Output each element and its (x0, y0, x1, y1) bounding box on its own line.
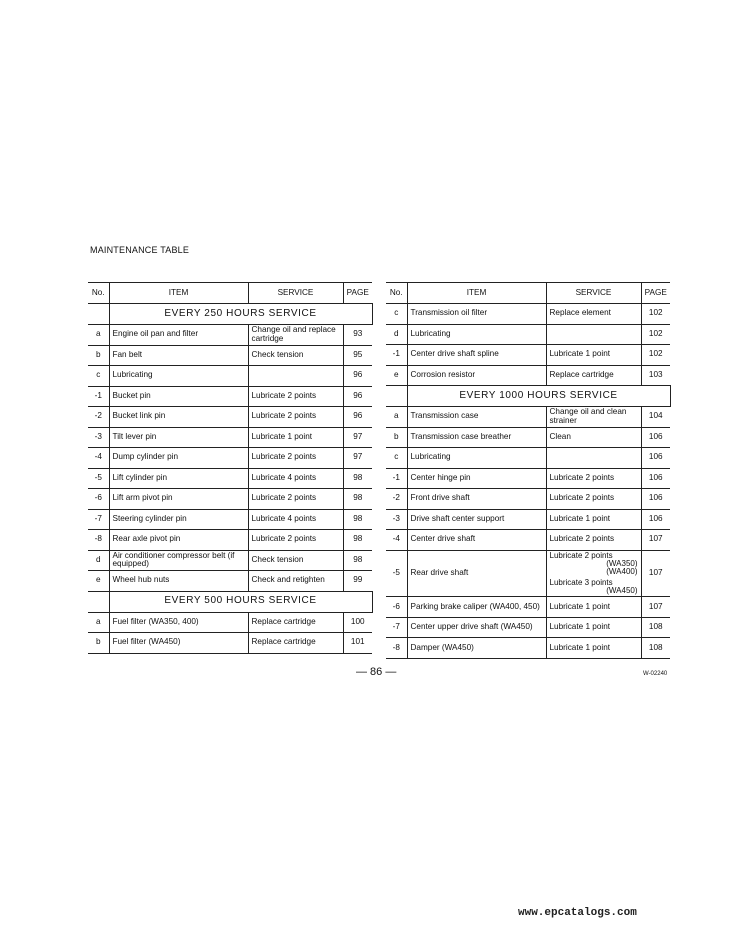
row-service: Lubricate 1 point (546, 617, 641, 638)
row-item: Lift arm pivot pin (109, 489, 248, 510)
table-row (386, 448, 670, 469)
service-lubricate-2: Lubricate 2 points (549, 550, 613, 560)
row-item: Lift cylinder pin (109, 468, 248, 489)
table-row (386, 345, 670, 366)
table-row (386, 597, 670, 618)
rear-drive-service-split (547, 551, 641, 597)
row-page: 108 (641, 638, 670, 659)
row-no: b (88, 345, 109, 366)
row-page: 108 (641, 617, 670, 638)
row-no: -3 (88, 427, 109, 448)
row-no: -3 (386, 509, 407, 530)
table-row (88, 633, 372, 654)
row-service: Lubricate 2 points (248, 530, 343, 551)
table-row (386, 407, 670, 428)
header-page: PAGE (343, 283, 372, 304)
row-item: Transmission oil filter (407, 304, 546, 325)
row-no: c (88, 366, 109, 387)
row-no: d (386, 324, 407, 345)
table-row (386, 489, 670, 510)
row-item: Front drive shaft (407, 489, 546, 510)
row-service: Lubricate 2 points (248, 386, 343, 407)
row-item: Fan belt (109, 345, 248, 366)
row-no: -4 (88, 448, 109, 469)
row-service: Replace cartridge (248, 612, 343, 633)
row-page: 98 (343, 489, 372, 510)
row-no: -2 (386, 489, 407, 510)
row-service: Clean (546, 427, 641, 448)
row-item: Damper (WA450) (407, 638, 546, 659)
row-page: 102 (641, 324, 670, 345)
header-service: SERVICE (248, 283, 343, 304)
row-page: 106 (641, 448, 670, 469)
table-row (386, 530, 670, 551)
row-service: Lubricate 1 point (546, 638, 641, 659)
row-no: b (386, 427, 407, 448)
row-no: -8 (386, 638, 407, 659)
row-no: c (386, 304, 407, 325)
table-row (88, 386, 372, 407)
row-item: Transmission case breather (407, 427, 546, 448)
row-no: a (88, 612, 109, 633)
row-no: a (88, 325, 109, 346)
row-item: Center upper drive shaft (WA450) (407, 617, 546, 638)
header-page: PAGE (641, 283, 670, 304)
row-item: Engine oil pan and filter (109, 325, 248, 346)
row-no: -6 (386, 597, 407, 618)
section-row-500 (88, 591, 372, 612)
row-page: 98 (343, 530, 372, 551)
section-row-250 (88, 304, 372, 325)
row-page: 106 (641, 468, 670, 489)
model-wa400: (WA400) (606, 567, 638, 577)
row-item: Fuel filter (WA450) (109, 633, 248, 654)
row-item: Rear axle pivot pin (109, 530, 248, 551)
table-row (386, 365, 670, 386)
row-page: 98 (343, 468, 372, 489)
row-service: Lubricate 2 points (248, 448, 343, 469)
row-item: Center drive shaft spline (407, 345, 546, 366)
row-page: 107 (641, 597, 670, 618)
row-no: e (88, 571, 109, 592)
row-page: 102 (641, 345, 670, 366)
row-no: -7 (386, 617, 407, 638)
row-no: -5 (386, 550, 407, 597)
row-no: b (88, 633, 109, 654)
table-row (88, 366, 372, 387)
row-item: Bucket link pin (109, 407, 248, 428)
row-item: Lubricating (109, 366, 248, 387)
table-row (88, 530, 372, 551)
row-service (546, 550, 641, 597)
section-title-500: EVERY 500 HOURS SERVICE (109, 591, 372, 612)
table-row (386, 324, 670, 345)
row-service: Lubricate 1 point (248, 427, 343, 448)
table-row (88, 325, 372, 346)
section-title-250: EVERY 250 HOURS SERVICE (109, 304, 372, 325)
page-number: — 86 — (356, 666, 397, 678)
table-row (386, 617, 670, 638)
row-no: e (386, 365, 407, 386)
row-page: 101 (343, 633, 372, 654)
row-page: 96 (343, 407, 372, 428)
row-page: 97 (343, 448, 372, 469)
model-wa350: (WA350) (606, 558, 638, 568)
row-item: Drive shaft center support (407, 509, 546, 530)
row-service: Check tension (248, 345, 343, 366)
row-service: Lubricate 1 point (546, 509, 641, 530)
model-wa450: (WA450) (606, 586, 638, 596)
table-row (88, 509, 372, 530)
row-page: 106 (641, 489, 670, 510)
row-service: Replace element (546, 304, 641, 325)
row-page: 106 (641, 427, 670, 448)
row-page: 102 (641, 304, 670, 325)
row-item: Center hinge pin (407, 468, 546, 489)
header-no: No. (88, 283, 109, 304)
row-item: Wheel hub nuts (109, 571, 248, 592)
row-page: 106 (641, 509, 670, 530)
table-row (88, 407, 372, 428)
row-page: 107 (641, 550, 670, 597)
row-item: Dump cylinder pin (109, 448, 248, 469)
row-page: 107 (641, 530, 670, 551)
row-service: Lubricate 2 points (546, 468, 641, 489)
row-service: Lubricate 2 points (546, 489, 641, 510)
row-page: 96 (343, 366, 372, 387)
row-page: 97 (343, 427, 372, 448)
service-lubricate-3: Lubricate 3 points (549, 577, 613, 587)
table-row (88, 612, 372, 633)
row-no: -7 (88, 509, 109, 530)
row-service: Replace cartridge (546, 365, 641, 386)
row-no: a (386, 407, 407, 428)
row-service: Replace cartridge (248, 633, 343, 654)
row-service (248, 366, 343, 387)
table-row (88, 571, 372, 592)
maintenance-table-left (88, 282, 373, 654)
table-row (386, 638, 670, 659)
row-service: Check and retighten (248, 571, 343, 592)
row-item: Rear drive shaft (407, 550, 546, 597)
row-no: c (386, 448, 407, 469)
row-item: Lubricating (407, 448, 546, 469)
table-row (386, 509, 670, 530)
table-row (88, 448, 372, 469)
row-no: -1 (386, 345, 407, 366)
row-service: Lubricate 1 point (546, 597, 641, 618)
document-code: W-02240 (643, 671, 668, 677)
row-page: 99 (343, 571, 372, 592)
row-service: Lubricate 1 point (546, 345, 641, 366)
row-page: 98 (343, 550, 372, 571)
row-page: 95 (343, 345, 372, 366)
header-item: ITEM (407, 283, 546, 304)
row-service: Lubricate 2 points (248, 407, 343, 428)
row-no: -4 (386, 530, 407, 551)
table-row (88, 550, 372, 571)
header-no: No. (386, 283, 407, 304)
table-row (386, 304, 670, 325)
row-service: Check tension (248, 550, 343, 571)
row-no: -6 (88, 489, 109, 510)
row-item: Corrosion resistor (407, 365, 546, 386)
row-no: -5 (88, 468, 109, 489)
row-page: 93 (343, 325, 372, 346)
row-page: 98 (343, 509, 372, 530)
row-no: -1 (88, 386, 109, 407)
row-no: -8 (88, 530, 109, 551)
row-no: d (88, 550, 109, 571)
header-service: SERVICE (546, 283, 641, 304)
row-service: Change oil and replace cartridge (248, 325, 343, 346)
row-service: Lubricate 4 points (248, 468, 343, 489)
table-row (88, 468, 372, 489)
row-item: Air conditioner compressor belt (if equipped) (109, 550, 248, 571)
row-no: -1 (386, 468, 407, 489)
row-service: Lubricate 4 points (248, 509, 343, 530)
table-header-row (386, 283, 670, 304)
row-item: Transmission case (407, 407, 546, 428)
row-page: 100 (343, 612, 372, 633)
section-row-1000 (386, 386, 670, 407)
row-service: Change oil and clean strainer (546, 407, 641, 428)
header-item: ITEM (109, 283, 248, 304)
section-title-1000: EVERY 1000 HOURS SERVICE (407, 386, 670, 407)
row-no: -2 (88, 407, 109, 428)
row-service: Lubricate 2 points (546, 530, 641, 551)
row-page: 104 (641, 407, 670, 428)
row-service (546, 324, 641, 345)
page-heading: MAINTENANCE TABLE (90, 245, 190, 255)
row-page: 96 (343, 386, 372, 407)
table-row (88, 345, 372, 366)
table-row (88, 427, 372, 448)
table-header-row (88, 283, 372, 304)
table-row (386, 427, 670, 448)
row-item: Parking brake caliper (WA400, 450) (407, 597, 546, 618)
maintenance-table-right (386, 282, 671, 659)
watermark-text: www.epcatalogs.com (518, 907, 637, 919)
table-row (386, 468, 670, 489)
row-item: Lubricating (407, 324, 546, 345)
row-item: Center drive shaft (407, 530, 546, 551)
table-row (88, 489, 372, 510)
row-service (546, 448, 641, 469)
row-item: Tilt lever pin (109, 427, 248, 448)
row-item: Steering cylinder pin (109, 509, 248, 530)
row-item: Fuel filter (WA350, 400) (109, 612, 248, 633)
table-row-rear-drive-shaft (386, 550, 670, 597)
row-service: Lubricate 2 points (248, 489, 343, 510)
row-item: Bucket pin (109, 386, 248, 407)
row-page: 103 (641, 365, 670, 386)
